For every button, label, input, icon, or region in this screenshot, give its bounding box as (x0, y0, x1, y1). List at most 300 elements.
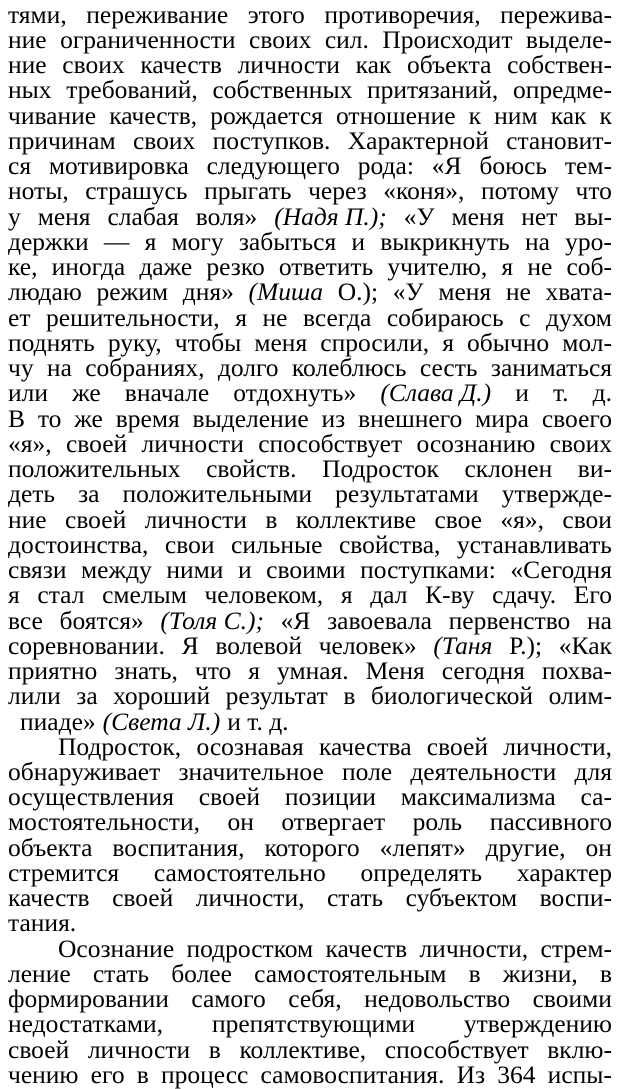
word: личности, (195, 883, 305, 912)
word: «коня», (383, 176, 465, 205)
word: потому (480, 176, 559, 205)
word: не (262, 303, 288, 332)
word: опредме- (512, 75, 612, 104)
text-line (8, 77, 612, 102)
text-line (8, 507, 612, 532)
word: я (501, 252, 514, 281)
word: «У (403, 202, 435, 231)
word: «Сегодня (510, 555, 612, 584)
word: своими (532, 984, 612, 1013)
text-line (8, 582, 612, 607)
word: режим (96, 277, 169, 306)
text-line (8, 608, 612, 633)
word: сегодня (441, 656, 525, 685)
word: Его (573, 580, 612, 609)
text-line (8, 784, 612, 809)
italic-citation: (Надя П.); (274, 202, 387, 231)
word: стремится (8, 858, 120, 887)
word: свои (164, 530, 215, 559)
word: нет (521, 202, 558, 231)
word: не (505, 277, 531, 306)
word: же (74, 404, 103, 433)
word: своей (65, 429, 128, 458)
word: боюсь (479, 151, 548, 180)
word: воспи- (539, 883, 612, 912)
italic-citation: (Слава Д.) (380, 378, 492, 407)
word: субъектом (405, 883, 518, 912)
text-line (8, 481, 612, 506)
word: объекта (8, 833, 93, 862)
word: через (308, 176, 367, 205)
word: смелым (102, 580, 187, 609)
word: «Как (558, 631, 612, 660)
word: осознанию (416, 429, 536, 458)
word: ние (8, 505, 47, 534)
word: спросили, (320, 328, 430, 357)
word: поднять (8, 328, 95, 357)
word: тем- (564, 151, 612, 180)
word: отношение (336, 101, 456, 130)
word: своего (541, 404, 612, 433)
word: поступков. (212, 126, 331, 155)
text-line (8, 860, 612, 885)
word: своих (549, 429, 612, 458)
word: он (227, 807, 254, 836)
word: противоречия, (324, 0, 481, 29)
word: качеств (140, 50, 222, 79)
word: страшусь (85, 176, 188, 205)
word: личности (141, 429, 244, 458)
word: волевой (215, 631, 302, 660)
text-line (8, 128, 612, 153)
word: стрем- (540, 934, 612, 963)
text-line (8, 355, 612, 380)
word: сильные (231, 530, 323, 559)
word: собственных (212, 75, 353, 104)
word: пиаде» (20, 707, 96, 736)
word: боятся» (59, 606, 144, 635)
word: В (8, 404, 26, 433)
word: Р.); (509, 631, 543, 660)
word: личности, (503, 732, 612, 761)
text-line (8, 204, 612, 229)
word: своей (65, 505, 127, 534)
word: «Я (431, 151, 462, 180)
word: своей (198, 782, 261, 811)
word: осуществления (8, 782, 174, 811)
word: характер (516, 858, 612, 887)
word: я (248, 656, 261, 685)
word: на (46, 353, 72, 382)
word: резко (206, 252, 265, 281)
word: из (321, 404, 346, 433)
text-line (8, 456, 612, 481)
text-line (58, 936, 612, 961)
word: которого (264, 833, 360, 862)
text-line (58, 734, 612, 759)
word: стал (37, 580, 85, 609)
word: знать, (114, 656, 178, 685)
word: собираюсь (386, 303, 504, 332)
word: я (235, 303, 247, 332)
text-line (8, 406, 612, 431)
word: достоинства, (8, 530, 149, 559)
text-line (8, 254, 612, 279)
word: за (78, 479, 100, 508)
word: недовольство (364, 984, 511, 1013)
text-line (8, 809, 612, 834)
word: К-ву (425, 580, 475, 609)
word: «У (392, 277, 424, 306)
word: внешнего (358, 404, 463, 433)
word: самого (191, 984, 266, 1013)
word: рода: (357, 151, 414, 180)
word: у (8, 202, 21, 231)
word: личности (144, 505, 247, 534)
word: сдачу. (492, 580, 557, 609)
word: колеблюсь (291, 353, 407, 382)
word: максимализма (400, 782, 556, 811)
word: что (575, 176, 612, 205)
word: положительных (8, 454, 181, 483)
word: забыться (238, 227, 337, 256)
text-line (8, 178, 612, 203)
word: т. (552, 378, 569, 407)
word: человеком, (204, 580, 324, 609)
word: утверждению (463, 1009, 612, 1038)
word: для (574, 757, 612, 786)
word: лили (8, 681, 61, 710)
word: слабая (107, 202, 179, 231)
word: поступками: (360, 555, 496, 584)
word: «я», (8, 429, 52, 458)
word: Из (456, 1060, 486, 1089)
word: же (72, 378, 101, 407)
text-line (8, 229, 612, 254)
word: тями, (8, 0, 67, 29)
text-line (8, 330, 612, 355)
word: чению (8, 1060, 79, 1089)
word: рождается (210, 101, 323, 130)
word: себя, (288, 984, 342, 1013)
word: са- (580, 782, 612, 811)
word: своей (112, 883, 174, 912)
word: Подросток, (58, 732, 182, 761)
word: ви- (577, 454, 612, 483)
word: ноты, (8, 176, 69, 205)
word: чу (8, 353, 34, 382)
word: хороший (113, 681, 211, 710)
word: склонен (464, 454, 553, 483)
word: в (468, 959, 481, 988)
word: собраниях, (85, 353, 205, 382)
word: коллективе, (239, 1035, 367, 1064)
word: позиции (284, 782, 376, 811)
text-line (8, 910, 612, 935)
text-line (8, 1062, 612, 1087)
text-line (8, 153, 612, 178)
word: решительности, (46, 303, 220, 332)
word: качества (318, 732, 412, 761)
word: мира (475, 404, 529, 433)
word: своими (266, 555, 346, 584)
italic-citation: (Миша (248, 277, 324, 306)
text-line (8, 835, 612, 860)
word: как (355, 50, 392, 79)
word: мол- (562, 328, 612, 357)
text-line (8, 986, 612, 1011)
word: мотивировка (48, 151, 189, 180)
word: в (208, 1035, 221, 1064)
text-line (8, 961, 612, 986)
word: свойств. (206, 454, 297, 483)
word: выделение (192, 404, 309, 433)
word: другие, (485, 833, 566, 862)
word: как (550, 101, 587, 130)
word: пережива- (500, 0, 612, 29)
text-line (8, 2, 612, 27)
word: — (103, 227, 130, 256)
text-line (8, 532, 612, 557)
word: выделе- (525, 25, 612, 54)
word: воспитания, (112, 833, 245, 862)
word: выкрикнуть (380, 227, 510, 256)
word: похва- (541, 656, 612, 685)
word: умная. (277, 656, 349, 685)
word: к (468, 101, 482, 130)
word: людаю (8, 277, 82, 306)
word: я (442, 328, 454, 357)
word: притязаний, (366, 75, 499, 104)
word: личности (237, 50, 340, 79)
word: заниматься (490, 353, 612, 382)
word: жизни, (502, 959, 578, 988)
word: становит- (506, 126, 612, 155)
word: и т. д. (227, 707, 289, 736)
word: чтобы (174, 328, 242, 357)
word: Подросток (322, 454, 439, 483)
word: роль (412, 807, 463, 836)
word: связи (8, 555, 67, 584)
word: испы- (547, 1060, 612, 1089)
word: тания. (8, 908, 77, 937)
word: между (81, 555, 152, 584)
word: ние (8, 25, 47, 54)
word: он (585, 833, 612, 862)
word: ние (8, 50, 47, 79)
word: ет (8, 303, 31, 332)
word: олим- (548, 681, 612, 710)
text-line (8, 103, 612, 128)
word: отвергает (281, 807, 386, 836)
text-line (8, 279, 612, 304)
word: Характерной (347, 126, 489, 155)
word: меня (451, 202, 505, 231)
word: в (265, 505, 278, 534)
italic-citation: (Таня (433, 631, 493, 660)
text-line (8, 431, 612, 456)
word: мостоятельности, (8, 807, 200, 836)
word: ограниченности (60, 25, 236, 54)
word: человек» (318, 631, 417, 660)
word: ление (8, 959, 71, 988)
word: ним (494, 101, 538, 130)
word: самовоспитания. (260, 1060, 445, 1089)
word: иногда (51, 252, 126, 281)
word: формировании (8, 984, 169, 1013)
word: уро- (565, 227, 612, 256)
word: в (599, 959, 612, 988)
word: самостоятельно (153, 858, 326, 887)
italic-citation: (Света Л.) (102, 707, 221, 736)
word: «лепят» (379, 833, 466, 862)
word: вклю- (547, 1035, 612, 1064)
word: в (136, 1060, 149, 1089)
word: время (115, 404, 180, 433)
text-line (8, 557, 612, 582)
text-line (8, 658, 612, 683)
word: объекта (406, 50, 492, 79)
word: Происходит (382, 25, 513, 54)
word: я (144, 227, 157, 256)
word: более (171, 959, 232, 988)
word: могу (171, 227, 224, 256)
word: соб- (566, 252, 612, 281)
word: ними (166, 555, 224, 584)
text-line (8, 633, 612, 658)
word: своей (426, 732, 489, 761)
word: отдохнуть» (233, 378, 357, 407)
word: Я (181, 631, 199, 660)
word: значительное (178, 757, 324, 786)
word: своей (8, 1035, 70, 1064)
word: я (340, 580, 353, 609)
word: то (37, 404, 62, 433)
word: учителю, (387, 252, 488, 281)
word: своих (62, 50, 125, 79)
word: дня» (182, 277, 234, 306)
text-line (8, 27, 612, 52)
word: свойства, (338, 530, 441, 559)
word: его (90, 1060, 125, 1089)
word: всегда (302, 303, 372, 332)
word: процесс (160, 1060, 249, 1089)
word: 364 (497, 1060, 536, 1089)
word: за (76, 681, 98, 710)
word: недостатками, (8, 1009, 164, 1038)
word: хвата- (545, 277, 612, 306)
word: и (351, 227, 366, 256)
text-line (8, 759, 612, 784)
word: своих (132, 126, 196, 155)
word: духом (546, 303, 612, 332)
word: обычно (467, 328, 550, 357)
word: что (194, 656, 232, 685)
word: чивание (8, 101, 97, 130)
word: качеств (8, 883, 90, 912)
text-line (8, 380, 612, 405)
word: определять (360, 858, 483, 887)
word: способствует (258, 429, 403, 458)
word: биологической (370, 681, 534, 710)
word: пассивного (489, 807, 612, 836)
word: требований, (66, 75, 198, 104)
word: даже (139, 252, 193, 281)
word: поле (342, 757, 393, 786)
word: подростком (186, 934, 314, 963)
text-line (20, 709, 612, 734)
word: дал (370, 580, 408, 609)
word: стать (92, 959, 150, 988)
word: к (599, 101, 612, 130)
word: все (8, 606, 43, 635)
word: держки (8, 227, 89, 256)
word: завоевала (327, 606, 432, 635)
word: своих (249, 25, 312, 54)
word: или (8, 378, 49, 407)
word: результатами (335, 479, 479, 508)
word: меня (254, 328, 308, 357)
word: долго (217, 353, 279, 382)
word: не (527, 252, 553, 281)
word: следующего (206, 151, 340, 180)
word: осознавая (196, 732, 304, 761)
text-line (8, 1011, 612, 1036)
word: способствует (384, 1035, 529, 1064)
word: первенство (448, 606, 571, 635)
word: качеств, (109, 101, 198, 130)
word: меня (37, 202, 91, 231)
word: и (515, 378, 529, 407)
word: «я», (500, 505, 544, 534)
word: качеств (325, 934, 408, 963)
word: переживание (86, 0, 229, 29)
word: препятствующими (211, 1009, 415, 1038)
word: О.); (337, 277, 379, 306)
word: деятельности (410, 757, 557, 786)
word: сил. (324, 25, 369, 54)
word: деть (8, 479, 56, 508)
word: личности, (419, 934, 529, 963)
word: ответить (278, 252, 374, 281)
word: приятно (8, 656, 98, 685)
word: прыгать (204, 176, 292, 205)
word: причинам (8, 126, 116, 155)
word: на (586, 606, 612, 635)
word: на (524, 227, 550, 256)
word: вначале (124, 378, 210, 407)
word: я (8, 580, 20, 609)
word: с (519, 303, 531, 332)
word: обнаруживает (8, 757, 161, 786)
italic-citation: (Толя С.); (160, 606, 264, 635)
word: в (343, 681, 356, 710)
word: собствен- (507, 50, 612, 79)
word: ке, (8, 252, 38, 281)
text-line (8, 1037, 612, 1062)
word: утвержде- (501, 479, 612, 508)
word: воля» (195, 202, 258, 231)
word: Осознание (58, 934, 175, 963)
text-line (8, 305, 612, 330)
word: свои (562, 505, 612, 534)
word: руку, (107, 328, 162, 357)
word: Меня (365, 656, 425, 685)
word: и (237, 555, 252, 584)
word: результат (225, 681, 328, 710)
word: «Я (280, 606, 311, 635)
word: меня (438, 277, 492, 306)
